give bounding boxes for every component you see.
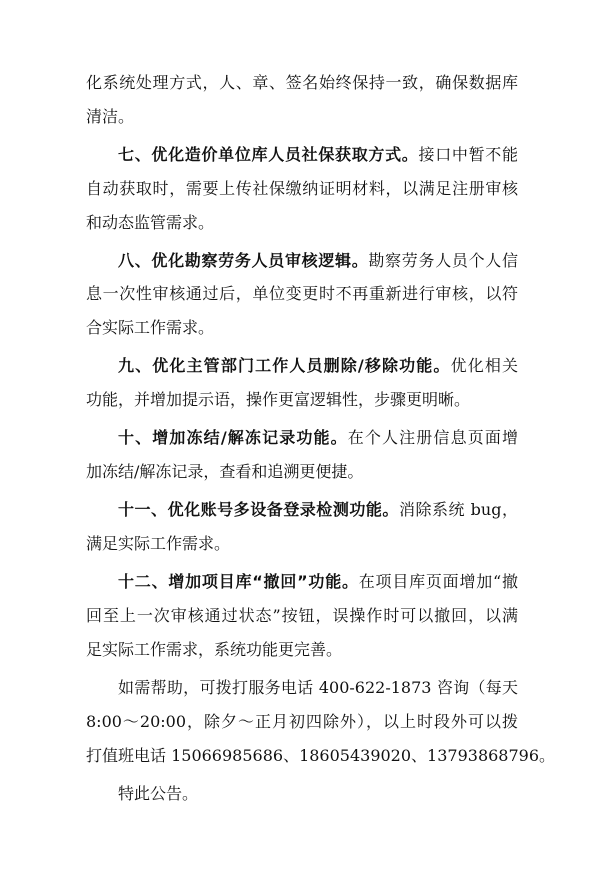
item-10-line-2: 加冻结/解冻记录，查看和追溯更便捷。 [86,462,364,481]
item-11-line-2: 满足实际工作需求。 [86,534,231,553]
item-12-heading: 十二、增加项目库“撤回”功能。 [118,572,359,591]
item-11-text: 消除系统 bug， [398,500,518,519]
item-7-line-2: 自动获取时，需要上传社保缴纳证明材料，以满足注册审核 [86,179,518,198]
item-12-text: 在项目库页面增加“撤 [358,572,518,591]
item-7-line-3: 和动态监管需求。 [86,213,215,232]
intro-line-2: 清洁。 [86,107,135,126]
item-8-text: 勘察劳务人员个人信 [368,251,518,270]
item-9-line-2: 功能，并增加提示语，操作更富逻辑性，步骤更明晰。 [86,390,471,409]
item-8-line-3: 合实际工作需求。 [86,318,215,337]
item-12-line-3: 足实际工作需求，系统功能更完善。 [86,640,343,659]
item-10-heading: 十、增加冻结/解冻记录功能。 [118,428,348,447]
item-9-text: 优化相关 [450,356,518,375]
item-12-line-2: 回至上一次审核通过状态”按钮，误操作时可以撤回，以满 [86,606,518,625]
item-9-heading: 九、优化主管部门工作人员删除/移除功能。 [118,356,451,375]
item-8-line-1 [118,251,518,271]
item-10-line-1 [118,428,518,448]
item-10-text: 在个人注册信息页面增 [347,428,518,447]
closing-text: 特此公告。 [118,784,199,803]
item-12-line-1 [118,572,518,592]
item-7-text: 接口中暂不能 [418,145,518,164]
item-7-line-1 [118,145,518,165]
item-9-line-1 [118,356,518,376]
help-line-1: 如需帮助，可拨打服务电话 400-622-1873 咨询（每天 [118,678,518,697]
item-11-line-1 [118,500,518,520]
item-8-line-2: 息一次性审核通过后，单位变更时不再重新进行审核，以符 [86,284,518,303]
item-7-heading: 七、优化造价单位库人员社保获取方式。 [118,145,419,164]
item-8-heading: 八、优化勘察劳务人员审核逻辑。 [118,251,369,270]
item-11-heading: 十一、优化账号多设备登录检测功能。 [118,500,399,519]
intro-line-1: 化系统处理方式，人、章、签名始终保持一致，确保数据库 [86,73,518,92]
help-line-2: 8:00～20:00，除夕～正月初四除外），以上时段外可以拨 [86,712,518,731]
help-line-3: 打值班电话 15066985686、18605439020、13793868796。 [86,746,556,765]
